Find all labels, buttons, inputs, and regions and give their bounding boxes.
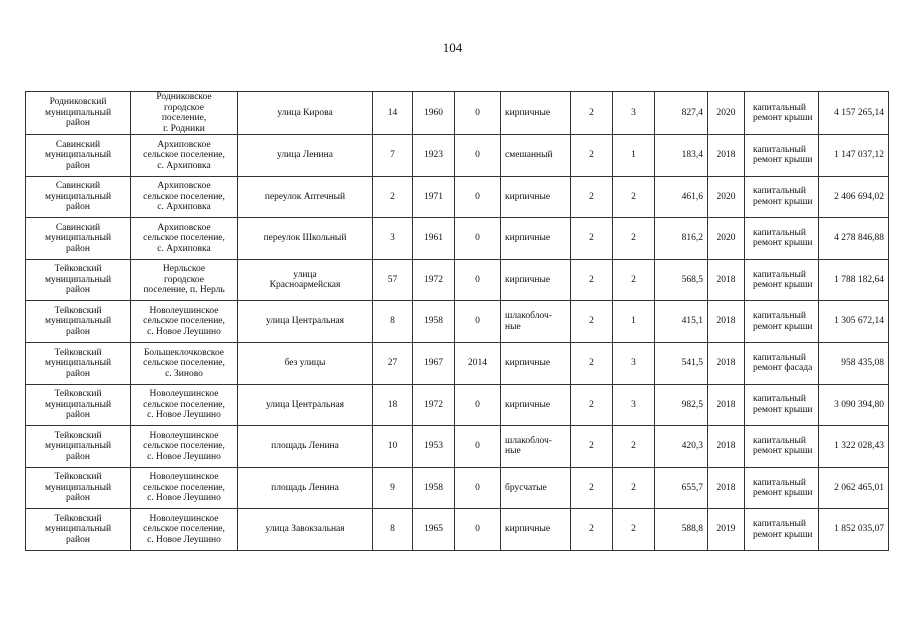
year-overhaul-cell: 0	[455, 92, 501, 135]
cost-cell: 1 788 182,64	[819, 259, 889, 301]
plan-year-cell: 2018	[708, 342, 745, 384]
district-cell: Савинский муниципальный район	[26, 218, 131, 260]
year-overhaul-cell: 0	[455, 301, 501, 343]
work-type-cell: капитальный ремонт крыши	[745, 218, 819, 260]
settlement-cell: Новолеушинское сельское поселение, с. Новое Леушино	[131, 384, 238, 426]
floors-cell: 2	[571, 92, 613, 135]
table-row	[26, 176, 889, 218]
work-type-cell: капитальный ремонт крыши	[745, 426, 819, 468]
house-number-cell: 7	[373, 135, 413, 177]
plan-year-cell: 2018	[708, 426, 745, 468]
floors-cell: 2	[571, 426, 613, 468]
cost-cell: 1 322 028,43	[819, 426, 889, 468]
plan-year-cell: 2018	[708, 301, 745, 343]
area-cell: 420,3	[655, 426, 708, 468]
plan-year-cell: 2020	[708, 92, 745, 135]
floors-cell: 2	[571, 259, 613, 301]
area-cell: 655,7	[655, 467, 708, 509]
table-row	[26, 259, 889, 301]
district-cell: Тейковский муниципальный район	[26, 467, 131, 509]
wall-material-cell: кирпичные	[501, 92, 571, 135]
house-number-cell: 27	[373, 342, 413, 384]
cost-cell: 3 090 394,80	[819, 384, 889, 426]
district-cell: Тейковский муниципальный район	[26, 301, 131, 343]
year-overhaul-cell: 0	[455, 259, 501, 301]
wall-material-cell: кирпичные	[501, 384, 571, 426]
floors-cell: 2	[571, 509, 613, 551]
house-number-cell: 57	[373, 259, 413, 301]
plan-year-cell: 2018	[708, 467, 745, 509]
cost-cell: 1 852 035,07	[819, 509, 889, 551]
floors-cell: 2	[571, 301, 613, 343]
wall-material-cell: брусчатые	[501, 467, 571, 509]
work-type-cell: капитальный ремонт крыши	[745, 259, 819, 301]
entrances-cell: 2	[613, 467, 655, 509]
year-built-cell: 1967	[413, 342, 455, 384]
work-type-cell: капитальный ремонт крыши	[745, 92, 819, 135]
table-row	[26, 426, 889, 468]
plan-year-cell: 2019	[708, 509, 745, 551]
entrances-cell: 2	[613, 426, 655, 468]
table-row	[26, 92, 889, 135]
cost-cell: 958 435,08	[819, 342, 889, 384]
street-cell: переулок Школьный	[238, 218, 373, 260]
entrances-cell: 3	[613, 384, 655, 426]
year-built-cell: 1953	[413, 426, 455, 468]
year-built-cell: 1972	[413, 259, 455, 301]
street-cell: площадь Ленина	[238, 467, 373, 509]
year-built-cell: 1961	[413, 218, 455, 260]
area-cell: 588,8	[655, 509, 708, 551]
district-cell: Тейковский муниципальный район	[26, 384, 131, 426]
street-cell: улица Центральная	[238, 384, 373, 426]
table-body	[26, 92, 889, 551]
table-row	[26, 218, 889, 260]
street-cell: переулок Аптечный	[238, 176, 373, 218]
work-type-cell: капитальный ремонт крыши	[745, 301, 819, 343]
street-cell: улица Кирова	[238, 92, 373, 135]
area-cell: 568,5	[655, 259, 708, 301]
settlement-cell: Родниковское городское поселение, г. Родники	[131, 92, 238, 135]
settlement-cell: Нерльское городское поселение, п. Нерль	[131, 259, 238, 301]
district-cell: Родниковский муниципальный район	[26, 92, 131, 135]
area-cell: 541,5	[655, 342, 708, 384]
year-overhaul-cell: 0	[455, 384, 501, 426]
entrances-cell: 3	[613, 92, 655, 135]
entrances-cell: 1	[613, 301, 655, 343]
settlement-cell: Архиповское сельское поселение, с. Архиповка	[131, 176, 238, 218]
street-cell: улица Завокзальная	[238, 509, 373, 551]
table-row	[26, 384, 889, 426]
housing-repair-table	[25, 91, 889, 551]
area-cell: 183,4	[655, 135, 708, 177]
house-number-cell: 8	[373, 509, 413, 551]
floors-cell: 2	[571, 218, 613, 260]
house-number-cell: 9	[373, 467, 413, 509]
house-number-cell: 2	[373, 176, 413, 218]
year-built-cell: 1923	[413, 135, 455, 177]
district-cell: Тейковский муниципальный район	[26, 342, 131, 384]
work-type-cell: капитальный ремонт крыши	[745, 509, 819, 551]
street-cell: улица Красноармейская	[238, 259, 373, 301]
settlement-cell: Архиповское сельское поселение, с. Архиповка	[131, 135, 238, 177]
settlement-cell: Новолеушинское сельское поселение, с. Новое Леушино	[131, 467, 238, 509]
year-overhaul-cell: 0	[455, 176, 501, 218]
settlement-cell: Архиповское сельское поселение, с. Архиповка	[131, 218, 238, 260]
settlement-cell: Новолеушинское сельское поселение, с. Новое Леушино	[131, 509, 238, 551]
entrances-cell: 3	[613, 342, 655, 384]
house-number-cell: 10	[373, 426, 413, 468]
work-type-cell: капитальный ремонт фасада	[745, 342, 819, 384]
wall-material-cell: кирпичные	[501, 259, 571, 301]
area-cell: 816,2	[655, 218, 708, 260]
entrances-cell: 2	[613, 509, 655, 551]
street-cell: улица Ленина	[238, 135, 373, 177]
page-number: 104	[442, 40, 463, 55]
house-number-cell: 8	[373, 301, 413, 343]
settlement-cell: Новолеушинское сельское поселение, с. Новое Леушино	[131, 301, 238, 343]
year-built-cell: 1972	[413, 384, 455, 426]
cost-cell: 2 062 465,01	[819, 467, 889, 509]
settlement-cell: Новолеушинское сельское поселение, с. Новое Леушино	[131, 426, 238, 468]
district-cell: Тейковский муниципальный район	[26, 259, 131, 301]
floors-cell: 2	[571, 176, 613, 218]
table-row	[26, 342, 889, 384]
district-cell: Савинский муниципальный район	[26, 176, 131, 218]
wall-material-cell: кирпичные	[501, 176, 571, 218]
settlement-cell: Большеклочковское сельское поселение, с. Зиново	[131, 342, 238, 384]
cost-cell: 1 147 037,12	[819, 135, 889, 177]
wall-material-cell: смешанный	[501, 135, 571, 177]
cost-cell: 2 406 694,02	[819, 176, 889, 218]
area-cell: 982,5	[655, 384, 708, 426]
work-type-cell: капитальный ремонт крыши	[745, 135, 819, 177]
year-overhaul-cell: 0	[455, 426, 501, 468]
wall-material-cell: кирпичные	[501, 342, 571, 384]
district-cell: Савинский муниципальный район	[26, 135, 131, 177]
cost-cell: 1 305 672,14	[819, 301, 889, 343]
cost-cell: 4 157 265,14	[819, 92, 889, 135]
area-cell: 415,1	[655, 301, 708, 343]
table-row	[26, 509, 889, 551]
table-row	[26, 301, 889, 343]
year-built-cell: 1958	[413, 467, 455, 509]
year-built-cell: 1958	[413, 301, 455, 343]
year-overhaul-cell: 2014	[455, 342, 501, 384]
floors-cell: 2	[571, 135, 613, 177]
work-type-cell: капитальный ремонт крыши	[745, 467, 819, 509]
wall-material-cell: кирпичные	[501, 509, 571, 551]
entrances-cell: 2	[613, 259, 655, 301]
area-cell: 827,4	[655, 92, 708, 135]
year-built-cell: 1965	[413, 509, 455, 551]
house-number-cell: 18	[373, 384, 413, 426]
wall-material-cell: кирпичные	[501, 218, 571, 260]
plan-year-cell: 2020	[708, 218, 745, 260]
house-number-cell: 3	[373, 218, 413, 260]
district-cell: Тейковский муниципальный район	[26, 426, 131, 468]
table-row	[26, 135, 889, 177]
wall-material-cell: шлакоблоч- ные	[501, 301, 571, 343]
plan-year-cell: 2018	[708, 135, 745, 177]
area-cell: 461,6	[655, 176, 708, 218]
entrances-cell: 2	[613, 218, 655, 260]
year-overhaul-cell: 0	[455, 218, 501, 260]
house-number-cell: 14	[373, 92, 413, 135]
plan-year-cell: 2018	[708, 259, 745, 301]
work-type-cell: капитальный ремонт крыши	[745, 384, 819, 426]
floors-cell: 2	[571, 384, 613, 426]
wall-material-cell: шлакоблоч- ные	[501, 426, 571, 468]
entrances-cell: 2	[613, 176, 655, 218]
district-cell: Тейковский муниципальный район	[26, 509, 131, 551]
plan-year-cell: 2020	[708, 176, 745, 218]
year-built-cell: 1971	[413, 176, 455, 218]
floors-cell: 2	[571, 342, 613, 384]
table-row	[26, 467, 889, 509]
work-type-cell: капитальный ремонт крыши	[745, 176, 819, 218]
street-cell: площадь Ленина	[238, 426, 373, 468]
year-overhaul-cell: 0	[455, 135, 501, 177]
floors-cell: 2	[571, 467, 613, 509]
year-overhaul-cell: 0	[455, 509, 501, 551]
year-built-cell: 1960	[413, 92, 455, 135]
plan-year-cell: 2018	[708, 384, 745, 426]
cost-cell: 4 278 846,88	[819, 218, 889, 260]
year-overhaul-cell: 0	[455, 467, 501, 509]
entrances-cell: 1	[613, 135, 655, 177]
street-cell: улица Центральная	[238, 301, 373, 343]
street-cell: без улицы	[238, 342, 373, 384]
